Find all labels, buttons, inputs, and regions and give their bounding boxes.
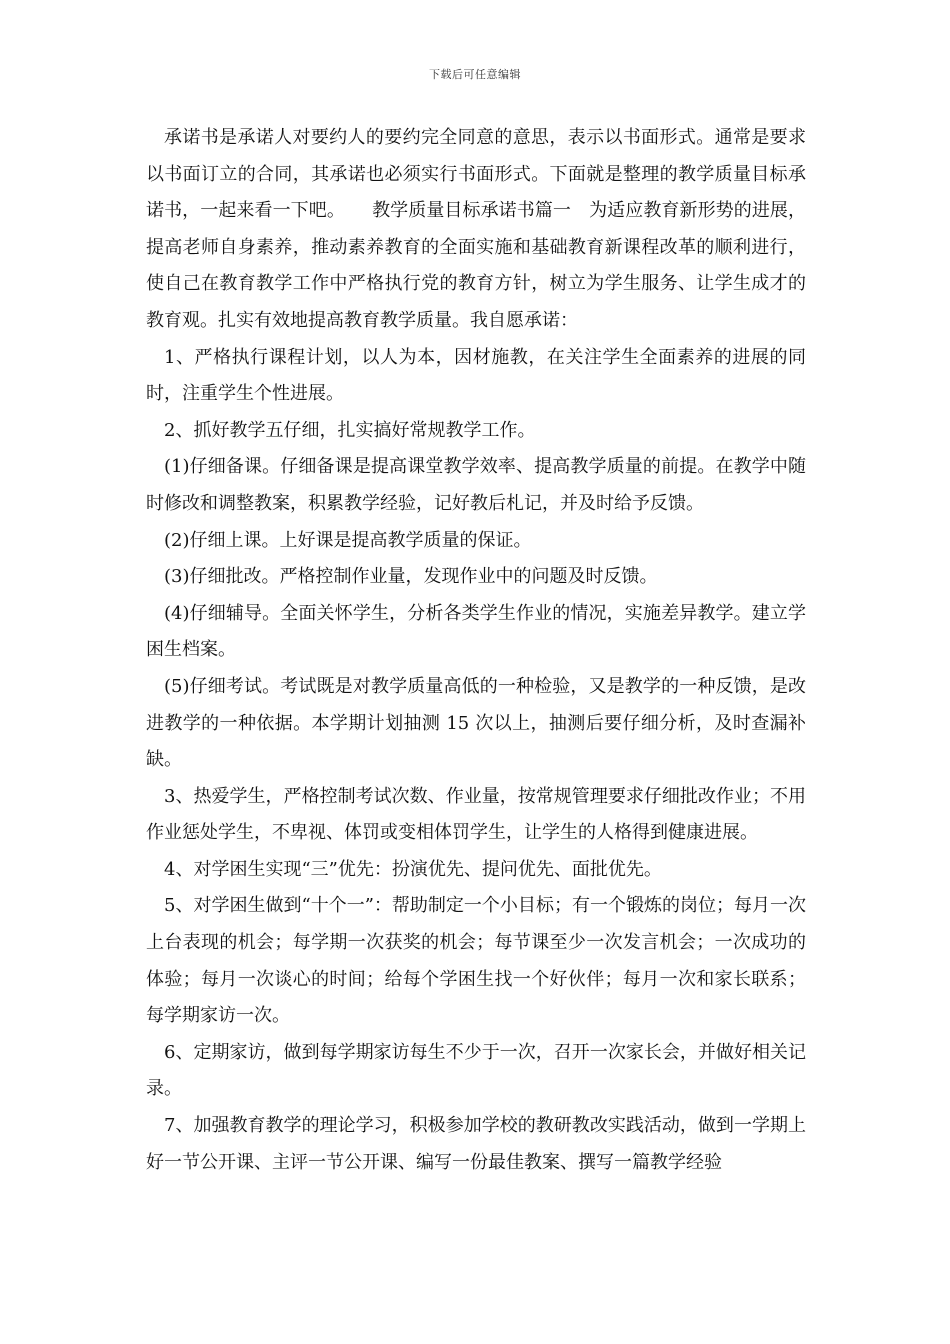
sub-item-5-paragraph: (5)仔细考试。考试既是对教学质量高低的一种检验，又是教学的一种反馈，是改进教学的一种依据。本学期计划抽测 15 次以上，抽测后要仔细分析，及时查漏补缺。 [146, 675, 806, 771]
item-2-paragraph: 2、抓好教学五仔细，扎实搞好常规教学工作。 [164, 419, 536, 441]
item-1-paragraph: 1、严格执行课程计划，以人为本，因材施教，在关注学生全面素养的进展的同时，注重学生个性进展。 [146, 346, 806, 405]
item-7-paragraph: 7、加强教育教学的理论学习，积极参加学校的教研教改实践活动，做到一学期上好一节公开课、主评一节公开课、编写一份最佳教案、撰写一篇教学经验 [146, 1115, 806, 1173]
item-6-paragraph: 6、定期家访，做到每学期家访每生不少于一次，召开一次家长会，并做好相关记录。 [146, 1041, 806, 1100]
document-body [146, 120, 806, 1181]
sub-item-1-paragraph: (1)仔细备课。仔细备课是提高课堂教学效率、提高教学质量的前提。在教学中随时修改和调整教案，积累教学经验，记好教后札记，并及时给予反馈。 [146, 456, 806, 514]
sub-item-4-paragraph: (4)仔细辅导。全面关怀学生，分析各类学生作业的情况，实施差异教学。建立学困生档案。 [146, 602, 806, 661]
item-5-paragraph: 5、对学困生做到“十个一”：帮助制定一个小目标；有一个锻炼的岗位；每月一次上台表现的机会；每学期一次获奖的机会；每节课至少一次发言机会；一次成功的体验；每月一次谈心的时间；给每个学困生找一个好伙伴；每月一次和家长联系；每学期家访一次。 [146, 895, 806, 1027]
item-4-paragraph: 4、对学困生实现“三”优先：扮演优先、提问优先、面批优先。 [164, 858, 662, 880]
sub-item-2-paragraph: (2)仔细上课。上好课是提高教学质量的保证。 [164, 529, 532, 551]
page-header: 下载后可任意编辑 [429, 68, 521, 81]
item-3-paragraph: 3、热爱学生，严格控制考试次数、作业量，按常规管理要求仔细批改作业；不用作业惩处学生，不卑视、体罚或变相体罚学生，让学生的人格得到健康进展。 [146, 785, 806, 844]
sub-item-3-paragraph: (3)仔细批改。严格控制作业量，发现作业中的问题及时反馈。 [164, 566, 658, 588]
intro-paragraph: 承诺书是承诺人对要约人的要约完全同意的意思，表示以书面形式。通常是要求以书面订立的合同，其承诺也必须实行书面形式。下面就是整理的教学质量目标承诺书，一起来看一下吧。 教学质量目标承诺书篇一 为适应教育新形势的进展，提高老师自身素养，推动素养教育的全面实施和基础教育新课程改革的顺利进行，使自己在教育教学工作中严格执行党的教育方针，树立为学生服务、让学生成才的教育观。扎实有效地提高教育教学质量。我自愿承诺： [146, 127, 806, 331]
